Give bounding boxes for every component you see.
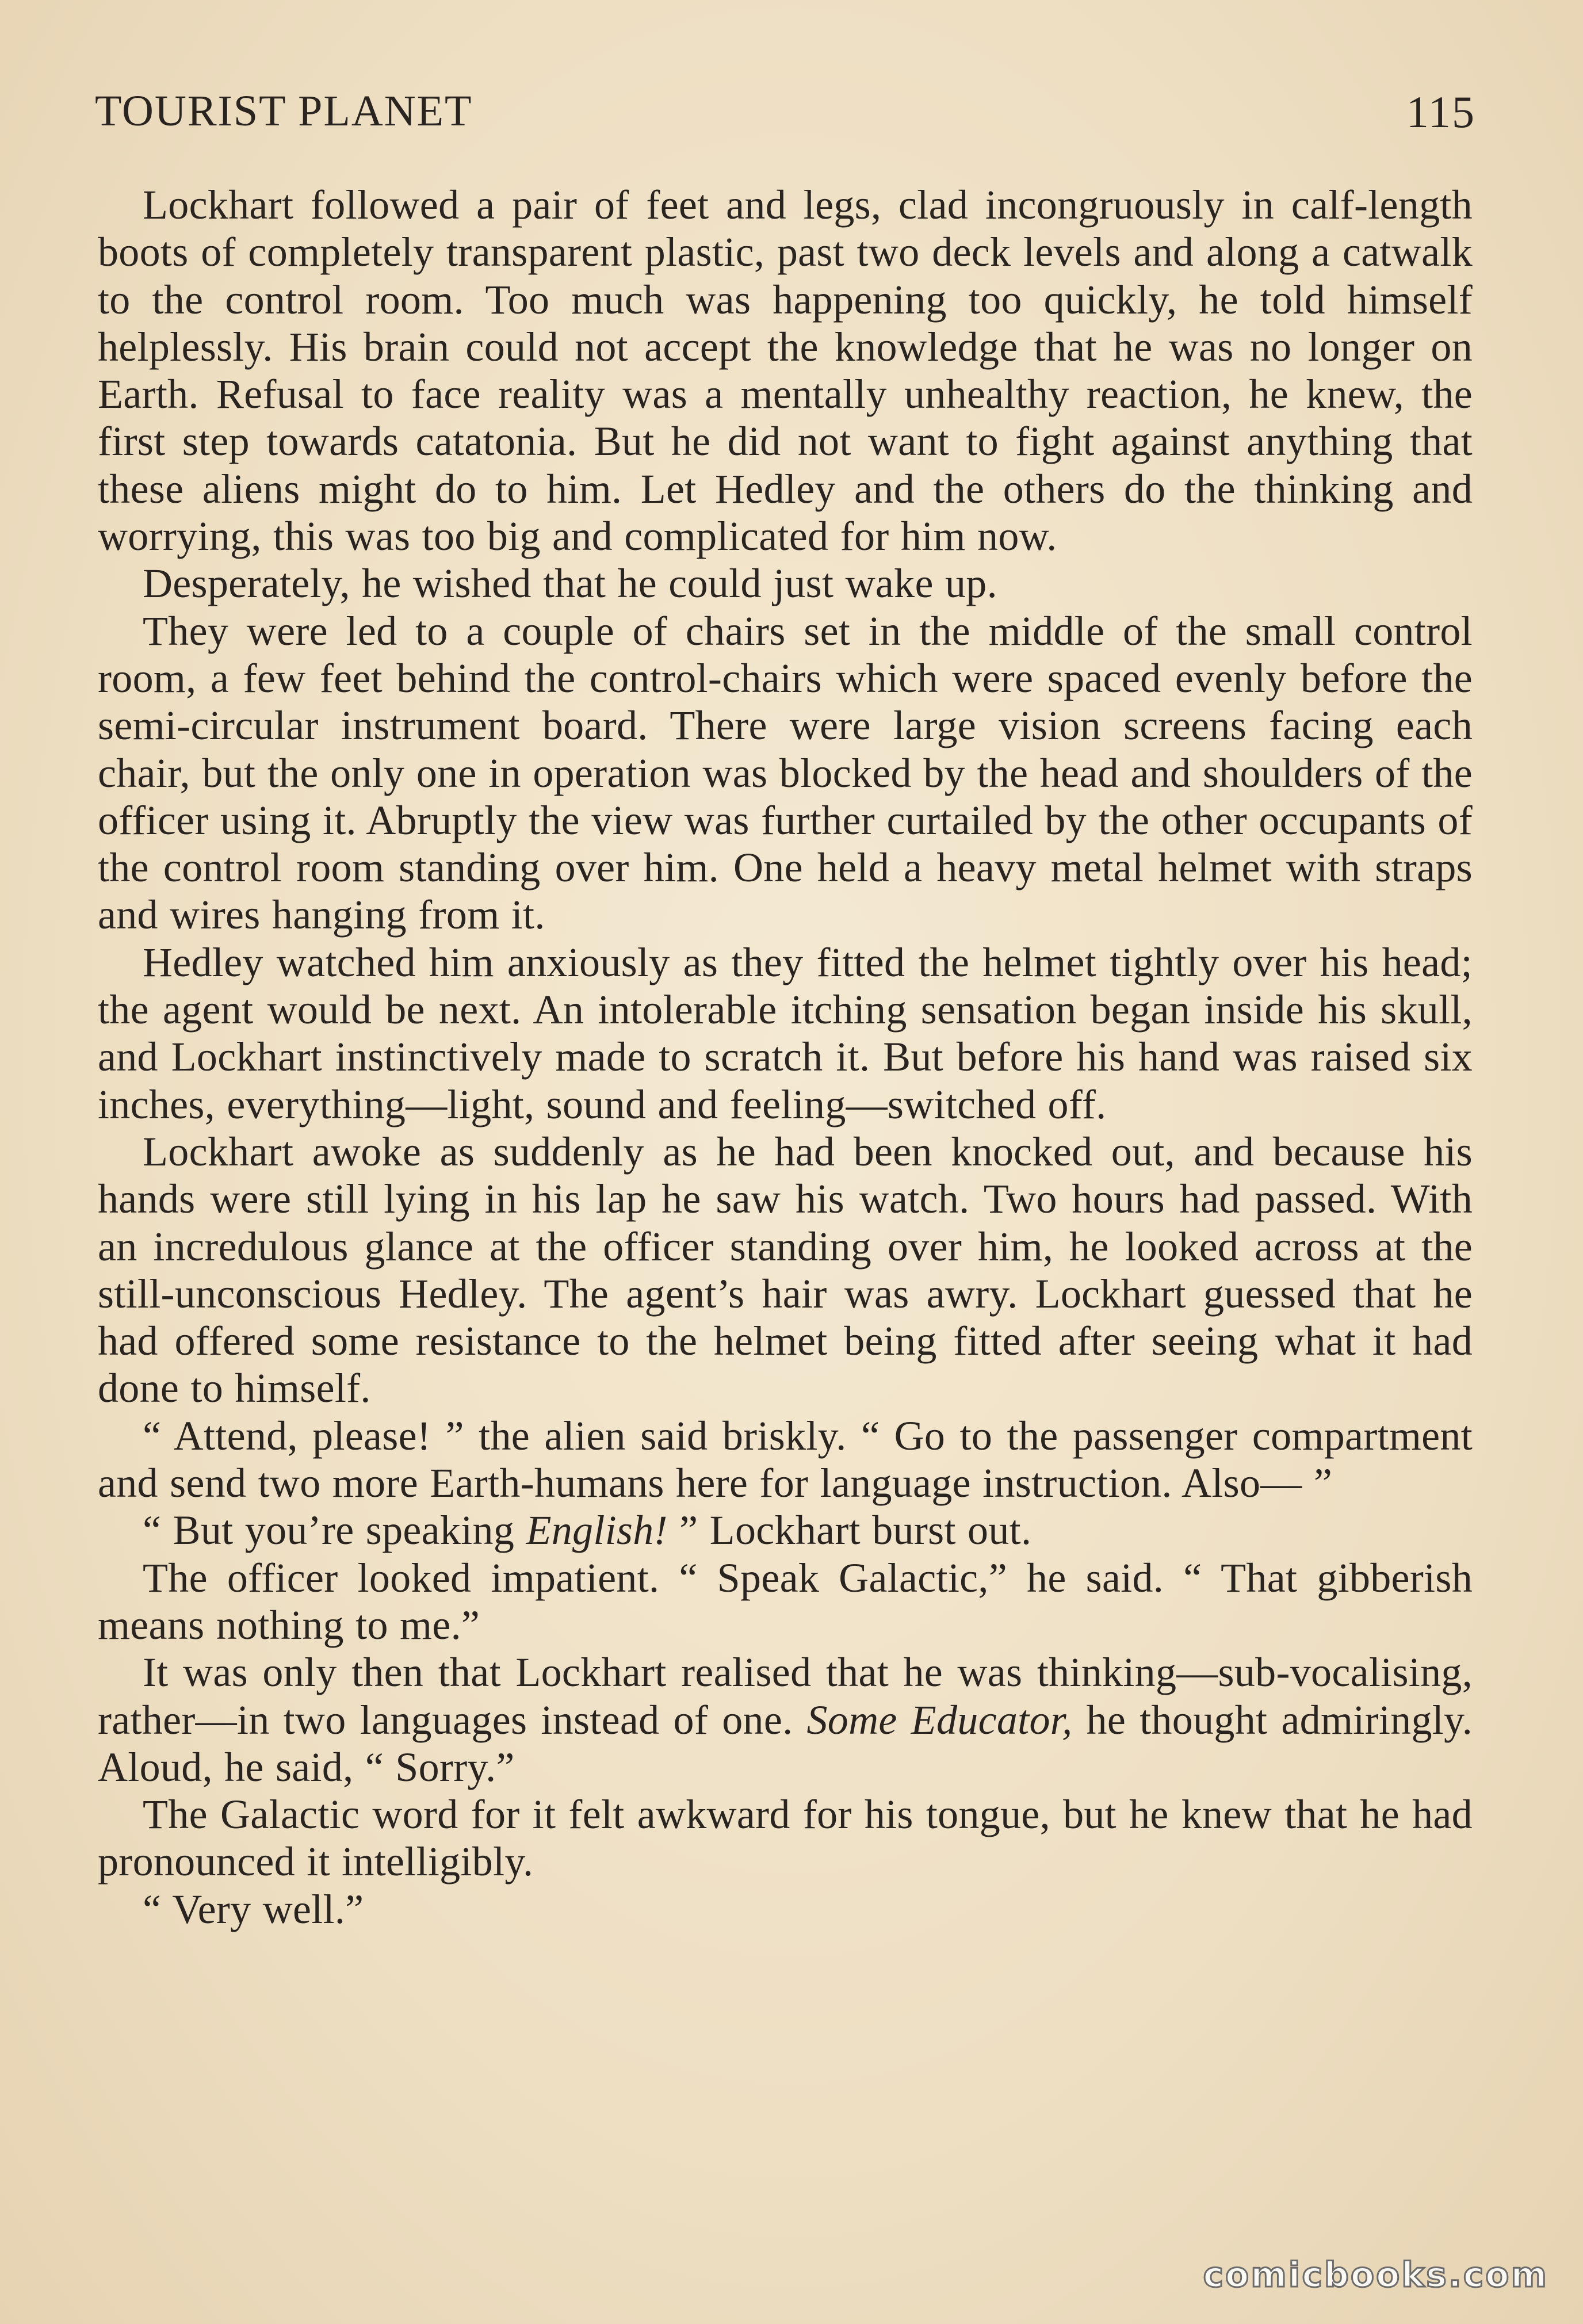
paragraph: Desperately, he wished that he could just wake up. [143,560,997,607]
paragraph: The officer looked impatient. “ Speak Galactic,” he said. “ That gibberish means nothing to me.” [98,1554,1473,1648]
body-text [98,181,1473,1933]
watermark: comicbooks.com [1203,2255,1548,2295]
paragraph: “ Very well.” [143,1886,364,1932]
paragraph: The Galactic word for it felt awkward for his tongue, but he knew that he had pronounced it intelligibly. [98,1791,1473,1885]
running-title: TOURIST PLANET [95,87,473,135]
italic-text: Some Educator, [806,1696,1073,1743]
paragraph [98,1507,1473,1554]
paragraph: Lockhart awoke as suddenly as he had been knocked out, and because his hands were still lying in his lap he saw his watch. Two hours had passed. With an incredulous glance at the officer standing over him, he looked across at the still-unconscious Hedley. The agent’s hair was awry. Lockhart guessed that he had offered some resistance to the helmet being fitted after seeing what it had done to himself. [98,1128,1473,1412]
italic-text: English! [526,1507,668,1554]
text-run: he thought admiringly. Aloud, he said, “ Sorry.” [98,1696,1473,1790]
paragraph: “ Attend, please! ” the alien said briskly. “ Go to the passenger compartment and send two more Earth-humans here for language instruction. Also— ” [98,1412,1473,1507]
text-run: It was only then that Lockhart realised that he was thinking—sub-vocalising, rather—in two languages instead of one. [98,1649,1473,1743]
paragraph: They were led to a couple of chairs set in the middle of the small control room, a few feet behind the control-chairs which were spaced evenly before the semi-circular instrument board. There were large vision screens facing each chair, but the only one in operation was blocked by the head and shoulders of the officer using it. Abruptly the view was further curtailed by the other occupants of the control room standing over him. One held a heavy metal helmet with straps and wires hanging from it. [98,607,1473,938]
paragraph: Lockhart followed a pair of feet and legs, clad incongruously in calf-length boots of completely transparent plastic, past two deck levels and along a catwalk to the control room. Too much was happening too quickly, he told himself helplessly. His brain could not accept the knowledge that he was no longer on Earth. Refusal to face reality was a mentally unhealthy reaction, he knew, the first step towards catatonia. But he did not want to fight against anything that these aliens might do to him. Let Hedley and the others do the thinking and worrying, this was too big and complicated for him now. [98,182,1473,560]
page-number: 115 [1406,87,1475,137]
paragraph: Hedley watched him anxiously as they fitted the helmet tightly over his head; the agent would be next. An intolerable itching sensation began inside his skull, and Lockhart instinctively made to scratch it. But before his hand was raised six inches, everything—light, sound and feeling—switched off. [98,939,1473,1127]
text-run: “ But you’re speaking [143,1507,526,1554]
text-run: ” Lockhart burst out. [667,1507,1032,1554]
paragraph [98,1649,1473,1791]
running-head [95,86,1475,150]
